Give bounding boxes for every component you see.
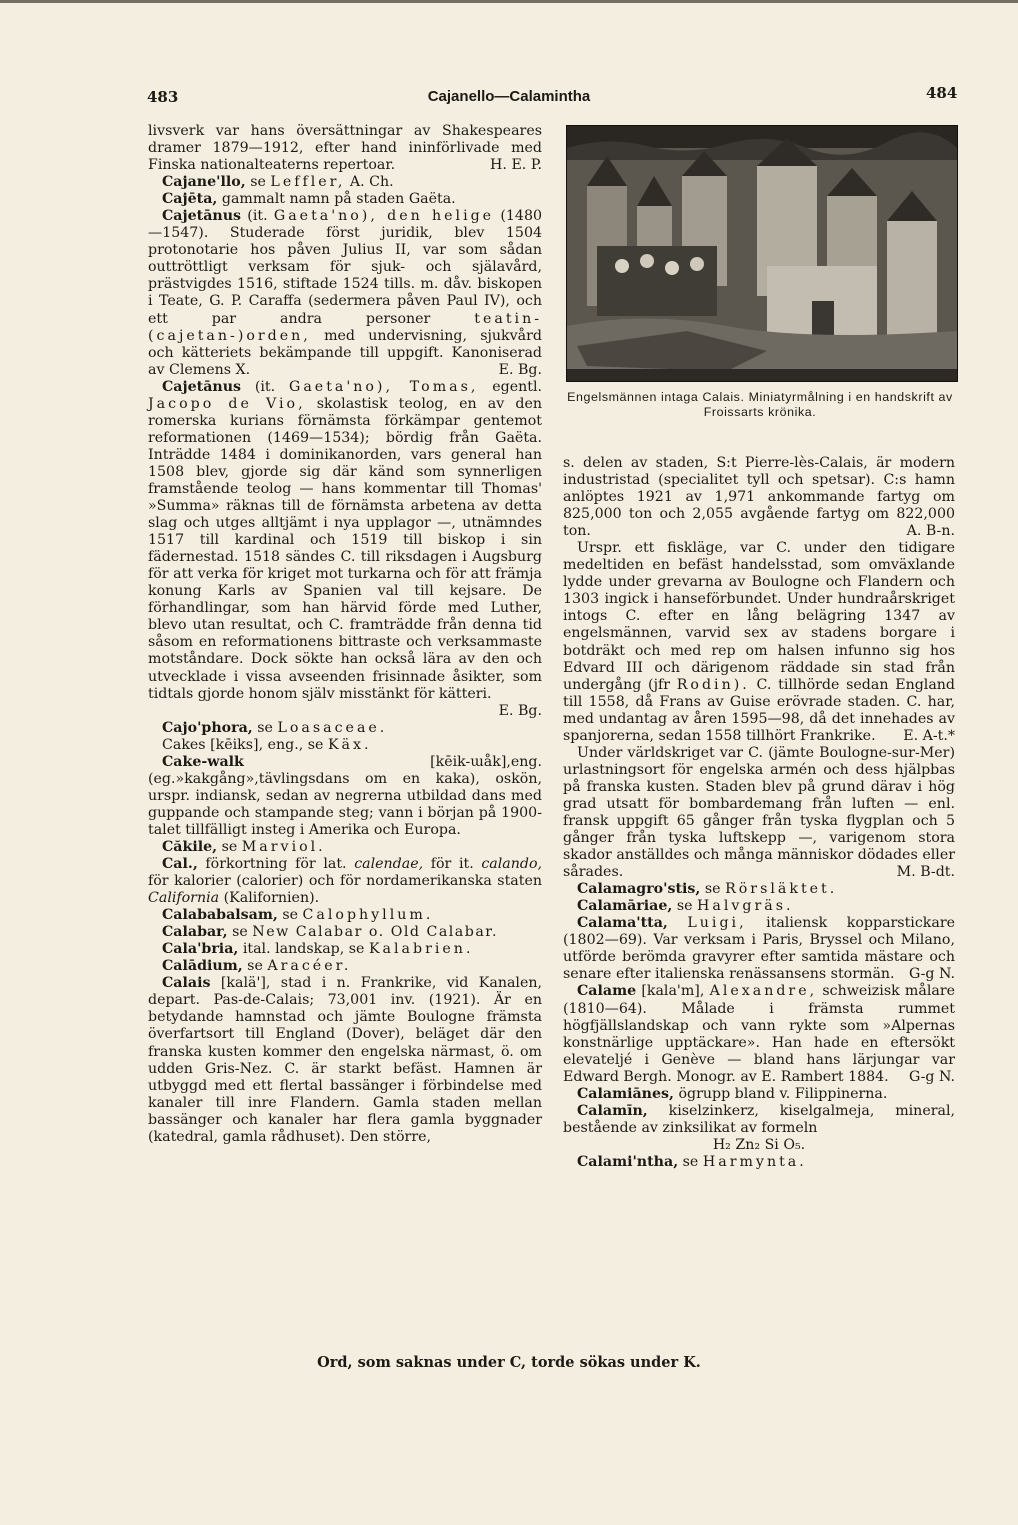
footer-note: Ord, som saknas under C, torde sökas under K. xyxy=(317,1354,701,1371)
entry-paragraph: Under världskriget var C. (jämte Boulogne-sur-Mer) urlastningsort för engelska armén och dess hjälpbas på franska kusten. Staden blev på grund därav i hög grad utsatt för bombardemang från luften — enl. fransk uppgift 65 gånger från tyska flygplan och 5 gånger från tyska luftskepp —, varigenom stora skador anställdes och många människor dödades eller sårades. M. B-dt. xyxy=(563,744,955,881)
castle-illustration xyxy=(567,126,957,381)
right-column xyxy=(563,455,955,1171)
entry-caladium: Calādium, se Aracéer. xyxy=(162,958,352,975)
entry-calamianes: Calamiānes, ögrupp bland v. Filippinerna. xyxy=(577,1085,888,1102)
entry-cakes: Cakes [kēiks], eng., se Käx. xyxy=(162,736,372,753)
top-rule xyxy=(0,0,1018,3)
entry-cajeta: Cajēta, gammalt namn på staden Gaëta. xyxy=(162,191,456,208)
entry-calamin: Calamīn, kiselzinkerz, kiselgalmeja, mineral, bestående av zinksilikat av formeln xyxy=(563,1102,956,1136)
left-column xyxy=(148,123,542,1146)
entry-calababalsam: Calababalsam, se Calophyllum. xyxy=(162,907,434,924)
entry-paragraph: Urspr. ett fiskläge, var C. under den tidigare medeltiden en befäst handelsstad, som omväxlande lydde under grevarna av Boulogne och Flandern och 1303 ingick i hanseförbundet. Under hundraårskriget intogs C. efter en lång belägring 1347 av engelsmännen, varvid sex av stadens borgare i botdräkt och med rep om halsen infunno sig hos Edvard III och därigenom räddade sin stad från undergång (jfr Rodin). C. tillhörde sedan England till 1558, då Frans av Guise erövrade staden. C. har, med undantag av åren 1595—98, då det innehades av spanjorerna, sedan 1558 tillhört Frankrike. E. A-t.* xyxy=(563,540,955,744)
entry-calamariae: Calamāriae, se Halvgräs. xyxy=(577,898,794,915)
entry-cajetanus-1: Cajetānus (it. Gaeta'no), den helige (1480—1547). Studerade först juridik, blev 1504 protonotarie hos påven Julius II, var som sådan outtröttligt verksam för sjuk- och själavård, prästvigdes 1516, stiftade 1524 tills. m. dåv. biskopen i Teate, G. P. Caraffa (sedermera påven Paul IV), och ett par andra personer teatin-(cajetan-)orden, med undervisning, sjukvård och kätteriets bekämpande till uppgift. Kanoniserad av Clemens X. E. Bg. xyxy=(148,208,543,378)
entry-cake-walk: Cake-walk [kēik-ɯåk],eng.(eg.»kakgång»,tävlingsdans om en kaka), oskön, urspr. indiansk, sedan av negrerna utbildad dans med guppande och stampande steg; vann i början på 1900-talet tillfälligt insteg i Amerika och Europa. xyxy=(148,753,542,838)
figure-caption: Engelsmännen intaga Calais. Miniatyrmålning i en handskrift av Froissarts krönika. xyxy=(567,390,953,419)
entry-calais: Calais [kalä'], stad i n. Frankrike, vid Kanalen, depart. Pas-de-Calais; 73,001 inv. (1921). Är en betydande hamnstad och jämte Boulogne främsta överfartsort till England (Dover), beläget där den franska kusten kommer den engelska närmast, ö. om udden Gris-Nez. C. är starkt befäst. Hamnen är utbyggd med ett flertal bassänger i förbindelse med kanaler till inre Flandern. Gamla staden mellan bassänger och kanaler har flera gamla byggnader (katedral, gamla rådhuset). Den större, xyxy=(148,975,542,1145)
entry-calabria: Cala'bria, ital. landskap, se Kalabrien. xyxy=(162,941,474,958)
miniature-painting-icon xyxy=(566,125,958,382)
entry-calabar: Calabar, se New Calabar o. Old Calabar. xyxy=(162,924,499,941)
entry-calamintha: Calami'ntha, se Harmynta. xyxy=(577,1153,807,1170)
entry-cajophora: Cajo'phora, se Loasaceae. xyxy=(162,719,388,736)
entry-cajanello: Cajane'llo, se Leffler, A. Ch. xyxy=(162,174,394,191)
entry-calamatta: Calama'tta, Luigi, italiensk kopparstickare (1802—69). Var verksam i Paris, Bryssel och Milano, utförde berömda gravyrer efter samtida mästare och senare efter italienska renässansens stormän. G-g N. xyxy=(563,915,956,983)
page-number-right: 484 xyxy=(926,84,958,102)
entry-calamagrostis: Calamagro'stis, se Rörsläktet. xyxy=(577,881,838,898)
entry-cakile: Căkile, se Marviol. xyxy=(162,838,326,855)
page-number-left: 483 xyxy=(147,88,179,106)
entry-paragraph: livsverk var hans översättningar av Shakespeares dramer 1879—1912, efter hand ininförlivade med Finska nationalteaterns repertoar. H. E. P. xyxy=(148,123,542,174)
entry-cajetanus-2: Cajetānus (it. Gaeta'no), Tomas, egentl. Jacopo de Vio, skolastisk teolog, en av den romerska kurians förnämsta förkämpar gentemot reformationen (1469—1534); bördig från Gaëta. Inträdde 1484 i dominikanorden, vars general han 1508 blev, gjorde sig där känd som synnerligen framstående teolog — hans kommentar till Thomas' »Summa» räknas till de förnämsta arbetena av detta slag och utges alltjämt i nya upplagor —, utnämndes 1517 till kardinal och 1519 till biskop i sin fädernestad. 1518 sändes C. till riksdagen i Augsburg för att verka för kriget mot turkarna och för att främja konung Karls av Spanien val till kejsare. De förhandlingar, som han härvid förde med Luther, blevo utan resultat, och C. framträdde från denna tid såsom en reformationens bittraste och verksammaste motståndare. Dock sökte han också lära av den och utvecklade i vissa avseenden frisinnade åsikter, som tidtals gjorde honom själv misstänkt för kätteri. E. Bg. xyxy=(148,378,543,719)
entry-paragraph: s. delen av staden, S:t Pierre-lès-Calais, är modern industristad (specialitet tyll och spetsar). C:s hamn anlöptes 1921 av 1,971 ankommande fartyg om 825,000 ton och 2,055 avgående fartyg om 822,000 ton. A. B-n. xyxy=(563,455,955,540)
entry-calame: Calame [kala'm], Alexandre, schweizisk målare (1810—64). Målade i främsta rummet högfjällslandskap och vann rykte som »Alpernas konstnärlige upptäckare». Han hade en eftersökt elevateljé i Genève — bland hans lärjungar var Edward Bergh. Monogr. av E. Rambert 1884. G-g N. xyxy=(563,983,956,1085)
entry-cal: Cal., förkortning för lat. calendae, för it. calando, för kalorier (calorier) och för nordamerikanska staten California (Kalifornien). xyxy=(148,856,543,907)
chemical-formula: H₂ Zn₂ Si O₅. xyxy=(712,1136,806,1153)
running-title: Cajanello—Calamintha xyxy=(427,88,591,105)
